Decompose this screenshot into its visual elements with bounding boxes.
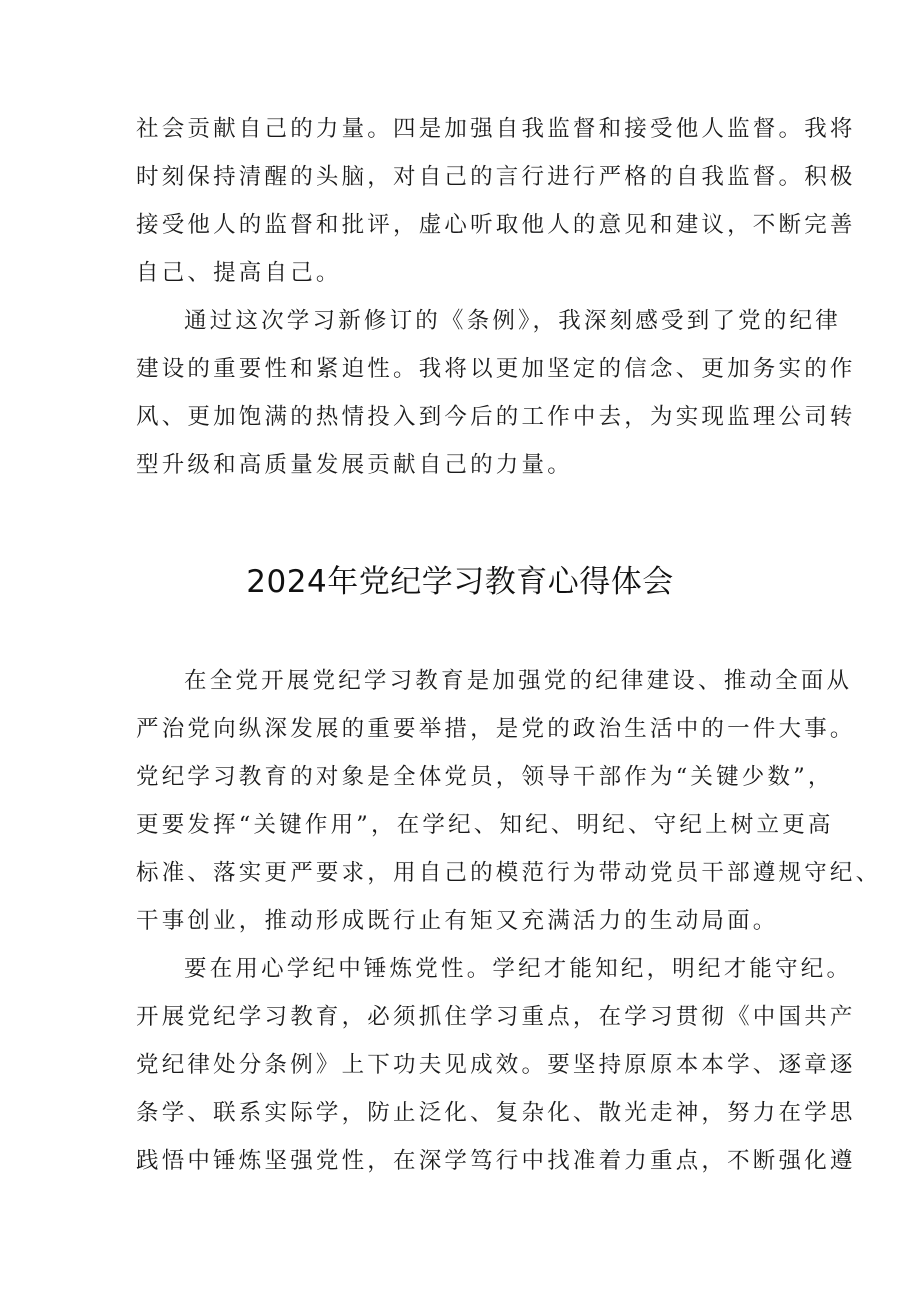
paragraph-line: 时刻保持清醒的头脑，对自己的言行进行严格的自我监督。积极 — [136, 164, 856, 190]
paragraph-line: 要在用心学纪中锤炼党性。学纪才能知纪，明纪才能守纪。 — [184, 956, 853, 982]
top-text-block — [136, 105, 856, 489]
paragraph-line: 开展党纪学习教育，必须抓住学习重点，在学习贯彻《中国共产 — [136, 1004, 856, 1030]
paragraph-line: 接受他人的监督和批评，虚心听取他人的意见和建议，不断完善 — [136, 212, 856, 238]
paragraph-line: 风、更加饱满的热情投入到今后的工作中去，为实现监理公司转 — [136, 404, 856, 430]
paragraph-line: 社会贡献自己的力量。四是加强自我监督和接受他人监督。我将 — [136, 116, 856, 142]
paragraph-line: 党纪学习教育的对象是全体党员，领导干部作为“关键少数”， — [136, 764, 834, 790]
paragraph-line: 型升级和高质量发展贡献自己的力量。 — [136, 452, 573, 478]
paragraph-line: 标准、落实更严要求，用自己的模范行为带动党员干部遵规守纪、 — [136, 860, 882, 886]
paragraph-line: 自己、提高自己。 — [136, 260, 342, 286]
paragraph-line: 建设的重要性和紧迫性。我将以更加坚定的信念、更加务实的作 — [136, 356, 856, 382]
paragraph-line: 条学、联系实际学，防止泛化、复杂化、散光走神，努力在学思 — [136, 1100, 856, 1126]
paragraph-line: 更要发挥“关键作用”，在学纪、知纪、明纪、守纪上树立更高 — [136, 812, 834, 838]
paragraph-line: 践悟中锤炼坚强党性，在深学笃行中找准着力重点，不断强化遵 — [136, 1148, 856, 1174]
paragraph-line: 干事创业，推动形成既行止有矩又充满活力的生动局面。 — [136, 908, 779, 934]
document-title: 2024年党纪学习教育心得体会 — [246, 564, 674, 600]
paragraph-line: 通过这次学习新修订的《条例》，我深刻感受到了党的纪律 — [184, 308, 841, 334]
paragraph-line: 在全党开展党纪学习教育是加强党的纪律建设、推动全面从 — [184, 668, 853, 694]
paragraph-line: 严治党向纵深发展的重要举措，是党的政治生活中的一件大事。 — [136, 716, 856, 742]
paragraph-line: 党纪律处分条例》上下功夫见成效。要坚持原原本本学、逐章逐 — [136, 1052, 856, 1078]
bottom-text-block — [136, 657, 882, 1185]
